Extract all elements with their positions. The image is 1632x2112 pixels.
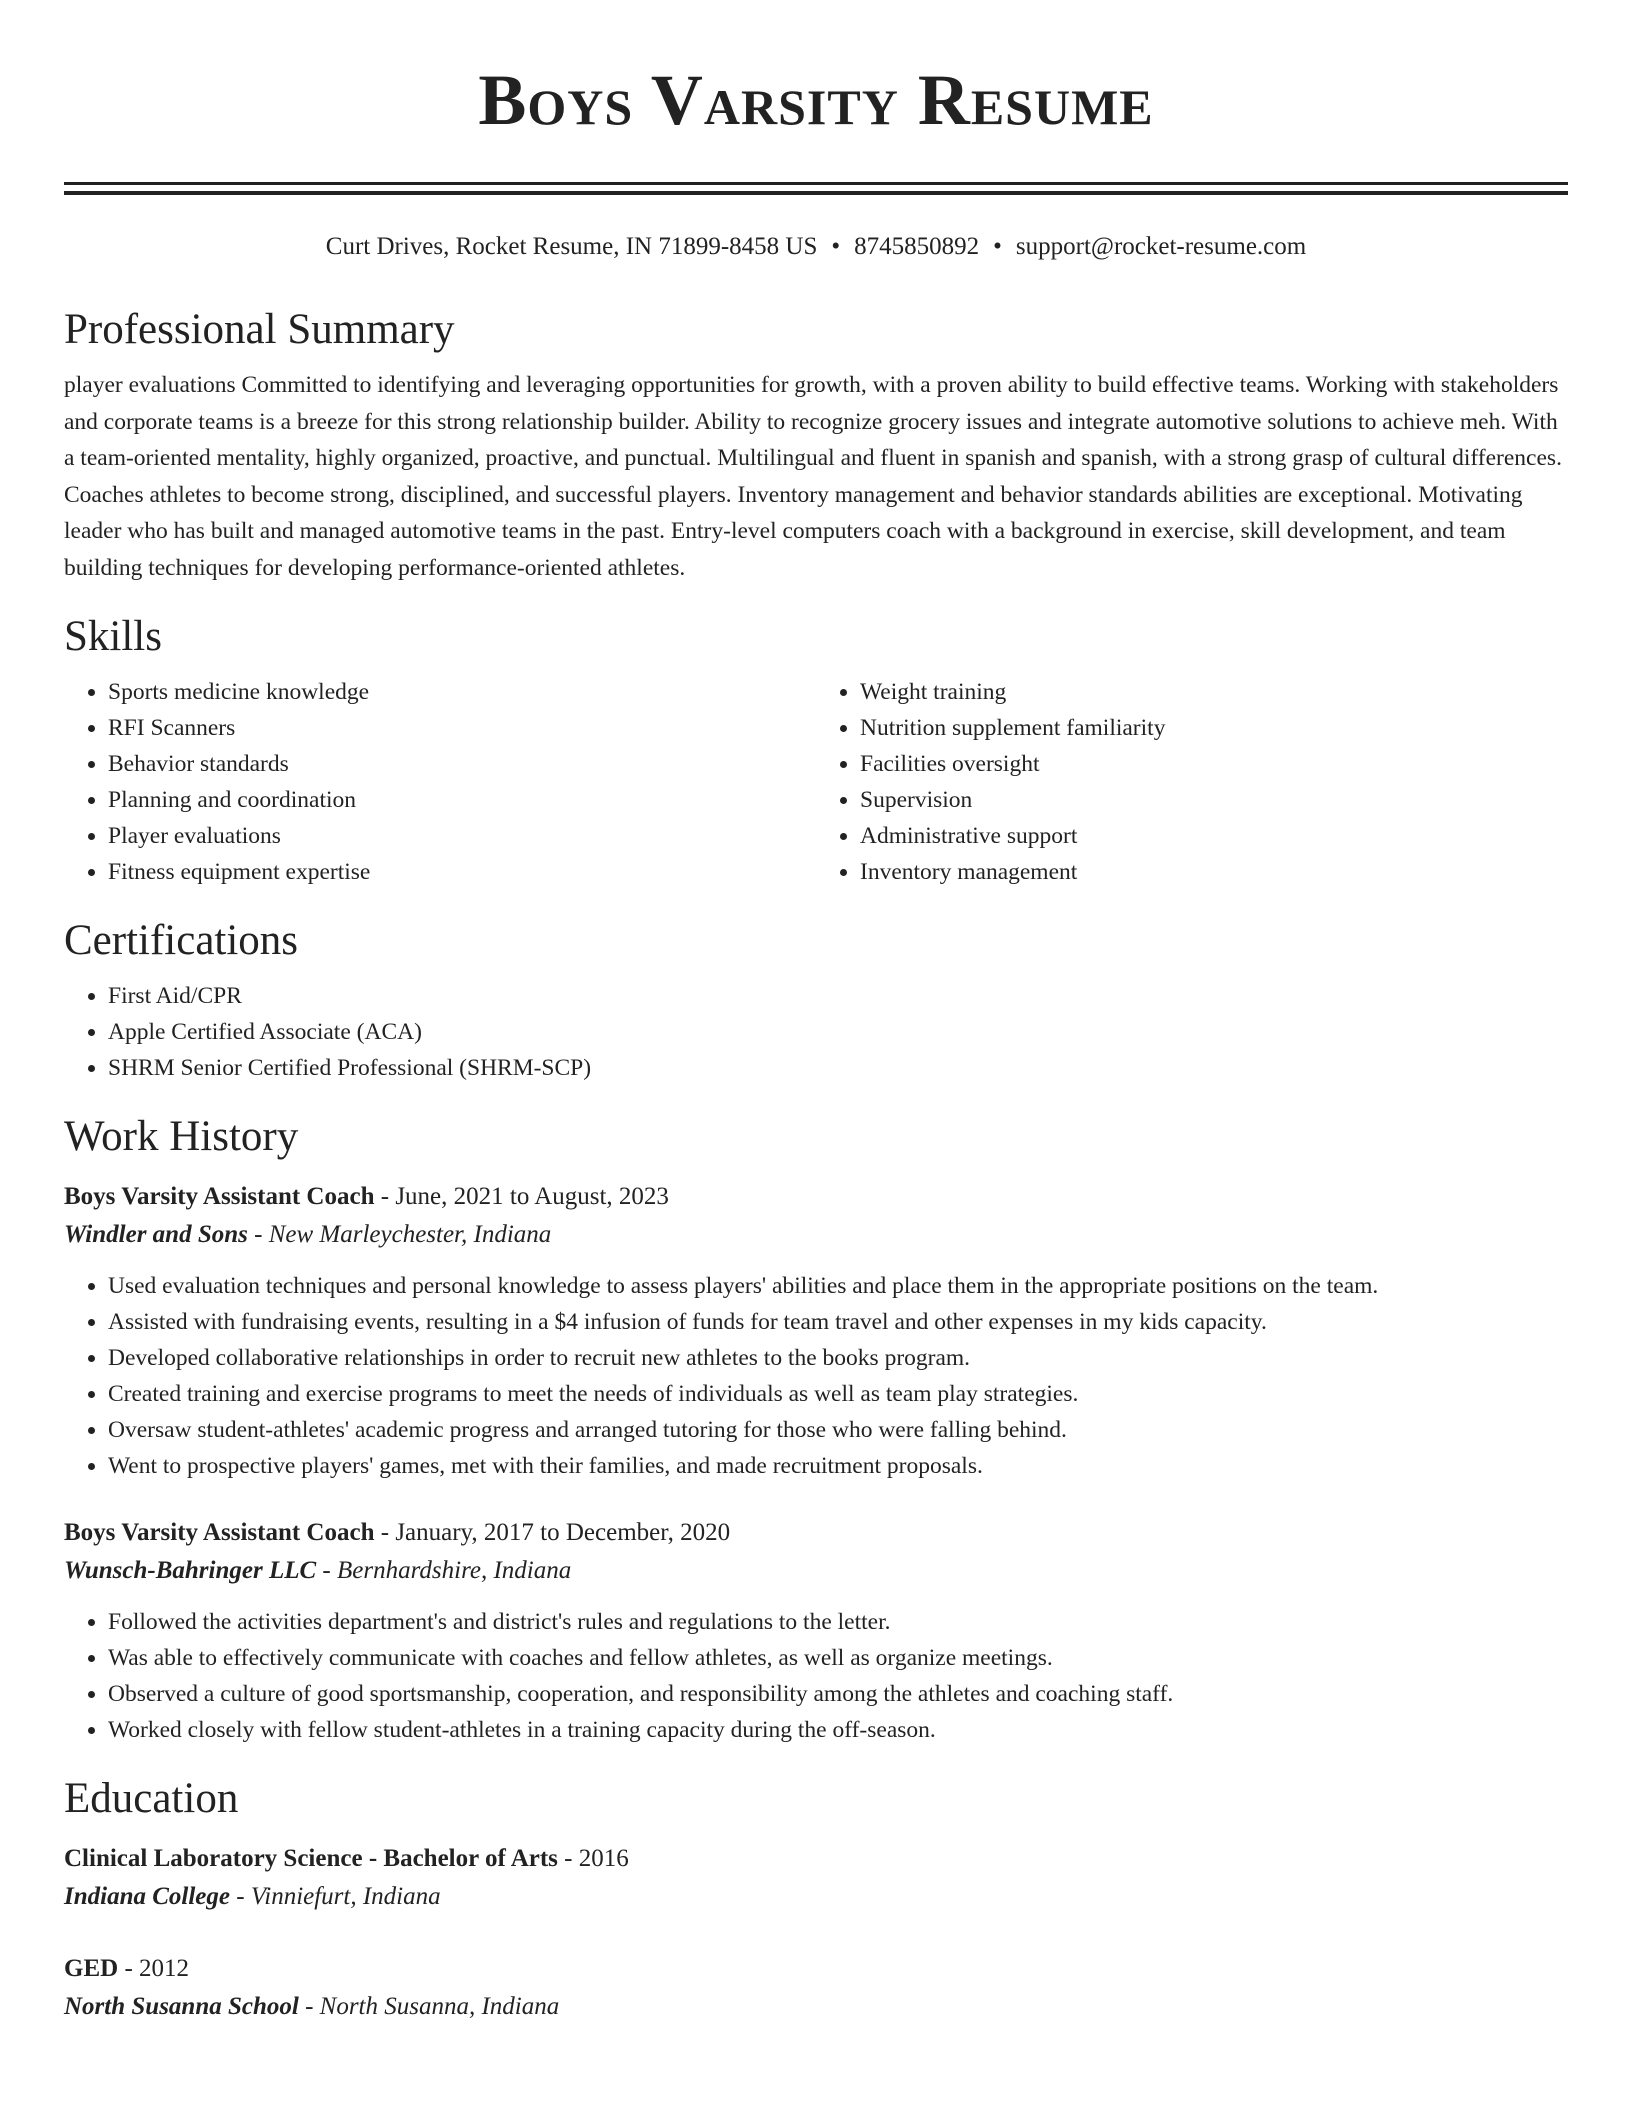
education-school: North Susanna School [64, 1993, 299, 2020]
education-school: Indiana College [64, 1883, 230, 1910]
title-divider [64, 182, 1568, 195]
job-role: Boys Varsity Assistant Coach [64, 1519, 375, 1546]
skill-item: • Sports medicine knowledge [108, 674, 816, 710]
skills-heading: Skills [64, 613, 162, 660]
job-entry [64, 1178, 1568, 1484]
education-degree-line [64, 1950, 1568, 1988]
skill-item: • Nutrition supplement familiarity [860, 710, 1568, 746]
education-degree-line [64, 1840, 1568, 1878]
education-location: North Susanna, Indiana [319, 1993, 560, 2020]
skills-list [64, 674, 1568, 890]
education-entry [64, 1840, 1568, 1916]
job-title-line [64, 1178, 1568, 1216]
skill-item: • Planning and coordination [108, 782, 816, 818]
skill-item: • Supervision [860, 782, 1568, 818]
skills-column-left [64, 674, 816, 890]
resume-title: Boys Varsity Resume [478, 60, 1154, 140]
job-dates: June, 2021 to August, 2023 [395, 1183, 669, 1210]
job-bullet: • Assisted with fundraising events, resulting in a $4 infusion of funds for team travel and other expenses in my kids capacity. [108, 1304, 1568, 1340]
job-bullet: • Observed a culture of good sportsmanship, cooperation, and responsibility among the athletes and coaching staff. [108, 1676, 1568, 1712]
job-company-line [64, 1216, 1568, 1254]
skill-item: • Behavior standards [108, 746, 816, 782]
education-separator: - [230, 1883, 251, 1910]
divider-line-bottom [64, 191, 1568, 195]
skill-item: • Administrative support [860, 818, 1568, 854]
job-separator: - [374, 1183, 396, 1210]
job-separator: - [316, 1557, 337, 1584]
job-bullets [64, 1604, 1568, 1748]
job-company-line [64, 1552, 1568, 1590]
education-entry [64, 1950, 1568, 2026]
job-bullet: • Developed collaborative relationships in order to recruit new athletes to the books program. [108, 1340, 1568, 1376]
job-separator: - [247, 1221, 269, 1248]
contact-line [64, 231, 1568, 263]
skill-item: • Fitness equipment expertise [108, 854, 816, 890]
skill-item: • Weight training [860, 674, 1568, 710]
skill-item: • Facilities oversight [860, 746, 1568, 782]
education-location: Vinniefurt, Indiana [250, 1883, 441, 1910]
certification-item: • Apple Certified Associate (ACA) [108, 1014, 1568, 1050]
education-year: 2016 [578, 1845, 629, 1872]
education-separator: - [298, 1993, 320, 2020]
job-company: Windler and Sons [64, 1221, 248, 1248]
job-location: Bernhardshire, Indiana [337, 1557, 572, 1584]
education-school-line [64, 1878, 1568, 1916]
contact-separator: • [831, 233, 841, 260]
education-heading: Education [64, 1775, 239, 1822]
contact-phone: 8745850892 [854, 233, 980, 260]
certifications-list [64, 978, 1568, 1086]
education-separator: - [557, 1845, 579, 1872]
education-degree: GED [64, 1955, 119, 1982]
job-bullet: • Used evaluation techniques and personal knowledge to assess players' abilities and place them in the appropriate positions on the team. [108, 1268, 1568, 1304]
work-history-heading: Work History [64, 1113, 299, 1160]
job-role: Boys Varsity Assistant Coach [64, 1183, 375, 1210]
certification-item: • SHRM Senior Certified Professional (SHRM-SCP) [108, 1050, 1568, 1086]
skill-item: • RFI Scanners [108, 710, 816, 746]
job-bullet: • Went to prospective players' games, met with their families, and made recruitment proposals. [108, 1448, 1568, 1484]
education-school-line [64, 1988, 1568, 2026]
summary-text: player evaluations Committed to identifying and leveraging opportunities for growth, with a proven ability to build effective teams. Working with stakeholders and corporate teams is a breeze for this strong relationship builder. Ability to recognize grocery issues and integrate automotive solutions to achieve meh. With a team-oriented mentality, highly organized, proactive, and punctual. Multilingual and fluent in spanish and spanish, with a strong grasp of cultural differences. Coaches athletes to become strong, disciplined, and successful players. Inventory management and behavior standards abilities are exceptional. Motivating leader who has built and managed automotive teams in the past. Entry-level computers coach with a background in exercise, skill development, and team building techniques for developing performance-oriented athletes. [64, 372, 1562, 581]
job-bullet: • Oversaw student-athletes' academic progress and arranged tutoring for those who were falling behind. [108, 1412, 1568, 1448]
contact-email: support@rocket-resume.com [1015, 233, 1307, 260]
job-bullet: • Created training and exercise programs to meet the needs of individuals as well as team play strategies. [108, 1376, 1568, 1412]
job-separator: - [374, 1519, 396, 1546]
education-degree: Clinical Laboratory Science - Bachelor of Arts [64, 1845, 558, 1872]
job-bullet: • Worked closely with fellow student-athletes in a training capacity during the off-season. [108, 1712, 1568, 1748]
skills-column-right [816, 674, 1568, 890]
certification-item: • First Aid/CPR [108, 978, 1568, 1014]
divider-line-top [64, 182, 1568, 185]
skill-item: • Player evaluations [108, 818, 816, 854]
contact-separator: • [993, 233, 1002, 260]
job-entry [64, 1514, 1568, 1748]
job-bullets [64, 1268, 1568, 1484]
education-year: 2012 [139, 1955, 190, 1982]
job-bullet: • Was able to effectively communicate with coaches and fellow athletes, as well as organize meetings. [108, 1640, 1568, 1676]
certifications-heading: Certifications [64, 917, 299, 964]
skill-item: • Inventory management [860, 854, 1568, 890]
education-separator: - [118, 1955, 140, 1982]
job-title-line [64, 1514, 1568, 1552]
job-location: New Marleychester, Indiana [268, 1221, 552, 1248]
job-company: Wunsch-Bahringer LLC [64, 1557, 317, 1584]
contact-address: Curt Drives, Rocket Resume, IN 71899-8458 US [325, 233, 818, 260]
job-dates: January, 2017 to December, 2020 [395, 1519, 731, 1546]
summary-heading: Professional Summary [64, 306, 455, 353]
job-bullet: • Followed the activities department's and district's rules and regulations to the letter. [108, 1604, 1568, 1640]
